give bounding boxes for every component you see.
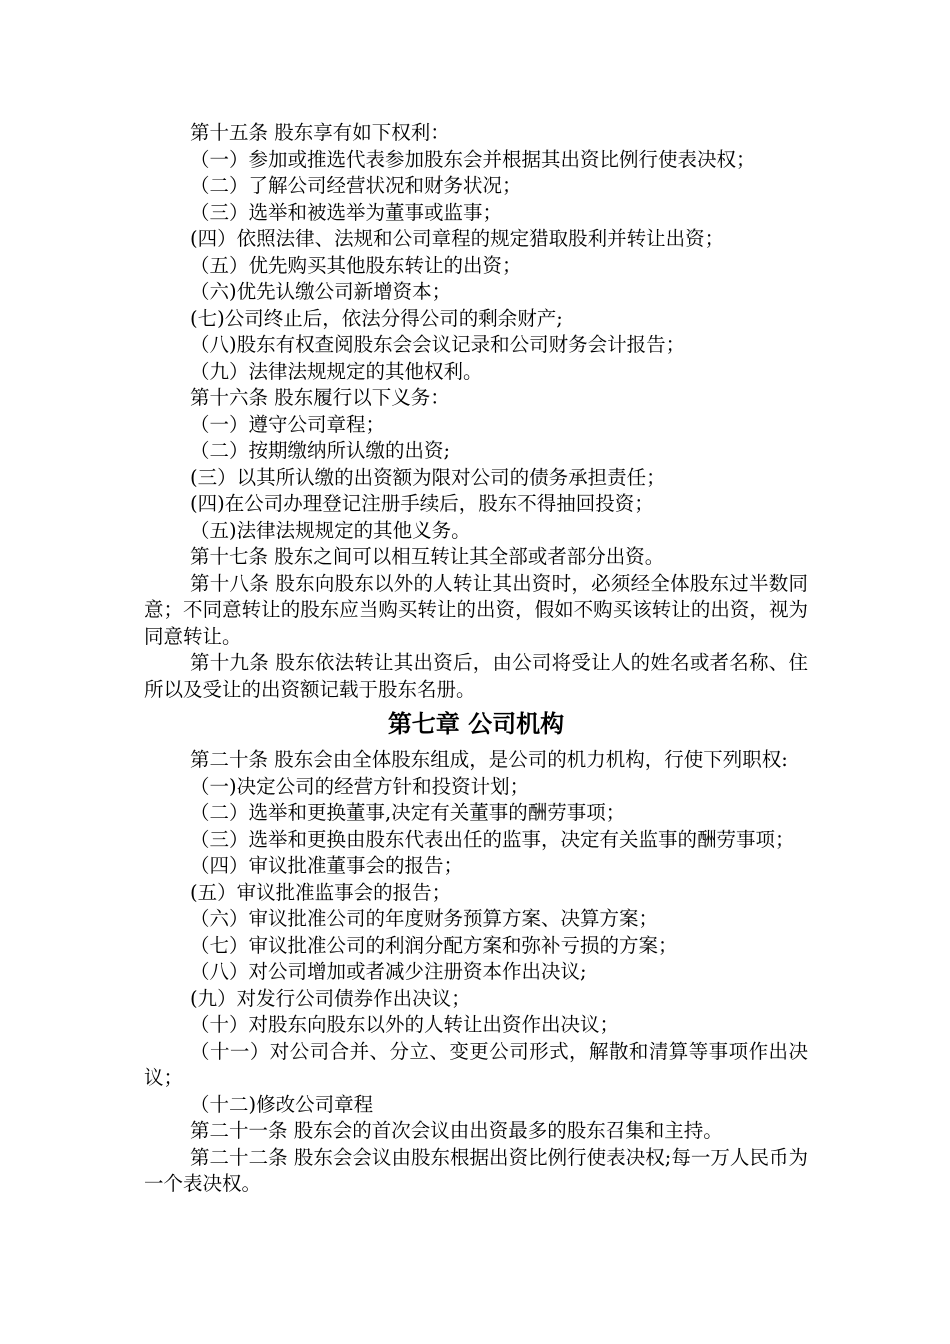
paragraph: （六)优先认缴公司新增资本； [190,280,452,303]
paragraph: 第十九条 股东依法转让其出资后，由公司将受让人的姓名或者名称、住所以及受让的出资额记载于股东名册。 [144,651,808,701]
paragraph: 第二十二条 股东会会议由股东根据出资比例行使表决权;每一万人民币为一个表决权。 [144,1145,808,1195]
paragraph: 第十七条 股东之间可以相互转让其全部或者部分出资。 [190,545,665,568]
paragraph: （十）对股东向股东以外的人转让出资作出决议； [190,1013,620,1036]
paragraph: （二）按期缴纳所认缴的出资; [190,439,451,462]
paragraph: (五）审议批准监事会的报告； [190,880,452,904]
paragraph: （五）优先购买其他股东转让的出资； [190,253,522,277]
paragraph: 第二十条 股东会由全体股东组成，是公司的机力机构，行使下列职权: [190,748,788,771]
paragraph: （一）遵守公司章程； [190,412,386,436]
paragraph: （一)决定公司的经营方针和投资计划； [190,774,530,798]
paragraph: （三）选举和被选举为董事或监事； [190,200,503,224]
paragraph: (四)在公司办理登记注册手续后，股东不得抽回投资； [190,492,654,515]
paragraph: 第十六条 股东履行以下义务： [190,386,450,409]
paragraph: (七)公司终止后，依法分得公司的剩余财产; [190,306,563,330]
paragraph: (三）以其所认缴的出资额为限对公司的债务承担责任； [190,465,666,489]
paragraph: （八）对公司增加或者减少注册资本作出决议; [190,960,587,983]
paragraph: （十二)修改公司章程 [190,1092,374,1116]
paragraph: （五)法律法规规定的其他义务。 [190,518,471,542]
chapter-title: 第七章 公司机构 [387,710,565,738]
paragraph: （六）审议批准公司的年度财务预算方案、决算方案； [190,907,659,930]
paragraph: （九）法律法规规定的其他权利。 [190,359,483,383]
paragraph: (四）依照法律、法规和公司章程的规定猎取股利并转让出资； [190,227,725,250]
paragraph: （七）审议批准公司的利润分配方案和弥补亏损的方案； [190,933,678,957]
paragraph: （三）选举和更换由股东代表出任的监事，决定有关监事的酬劳事项； [190,827,795,851]
paragraph: （二）了解公司经营状况和财务状况； [190,174,522,197]
paragraph: （八)股东有权查阅股东会会议记录和公司财务会计报告； [190,333,686,356]
paragraph: （四）审议批准董事会的报告； [190,854,464,877]
paragraph: 第二十一条 股东会的首次会议由出资最多的股东召集和主持。 [190,1119,723,1142]
paragraph: （二）选举和更换董事,决定有关董事的酬劳事项； [190,801,626,824]
paragraph: 第十八条 股东向股东以外的人转让其出资时，必须经全体股东过半数同意；不同意转让的股东应当购买转让的出资，假如不购买该转让的出资，视为同意转让。 [144,571,808,648]
paragraph: （一）参加或推选代表参加股东会并根据其出资比例行使表决权； [190,147,756,171]
paragraph: 第十五条 股东享有如下权利： [190,121,450,144]
document-page [144,120,808,1198]
paragraph: （十一）对公司合并、分立、变更公司形式，解散和清算等事项作出决议； [144,1039,808,1089]
paragraph: (九）对发行公司债券作出决议； [190,986,471,1010]
